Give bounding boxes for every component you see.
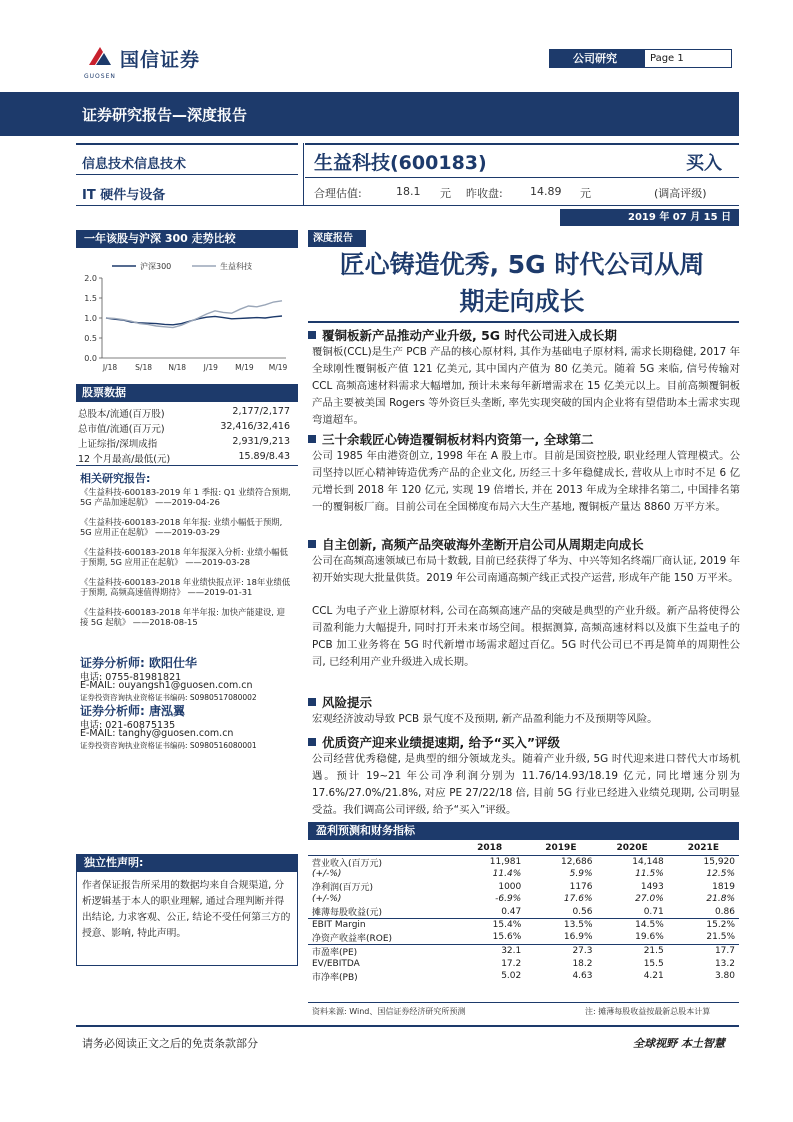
- analyst-name: 证券分析师: 唐泓翼: [80, 704, 185, 718]
- x-tick-label: M/19: [235, 363, 254, 372]
- section-title: 自主创新, 高频产品突破海外垄断开启公司从周期走向成长: [308, 535, 644, 553]
- section-title: 三十余载匠心铸造覆铜板材料内资第一, 全球第二: [308, 430, 594, 448]
- row-label: (+/-%): [312, 869, 342, 880]
- report-date: 2019 年 07 月 15 日: [628, 212, 732, 223]
- divider: [76, 205, 739, 206]
- table-row: [308, 893, 739, 905]
- headline-line: 匠心铸造优秀, 5G 时代公司从周: [339, 250, 705, 279]
- table-header-row: 2018 2019E 2020E 2021E: [308, 842, 739, 855]
- table-cell: 1493: [640, 881, 664, 892]
- table-cell: 17.6%: [563, 894, 593, 905]
- y-tick-label: 2.0: [84, 274, 97, 283]
- related-item[interactable]: 《生益科技-600183-2018 年半年报: 加快产能建设, 迎接 5G 起航》 ——2018-08-15: [80, 607, 285, 627]
- table-cell: 4.21: [643, 971, 664, 982]
- divider: [76, 174, 298, 175]
- table-cell: 1176: [569, 881, 593, 892]
- table-cell: 15.4%: [454, 919, 525, 931]
- table-cell: 15.2%: [668, 919, 739, 931]
- section-title: 优质资产迎来业绩提速期, 给予“买入”评级: [308, 733, 560, 751]
- table-cell: 15,920: [703, 857, 735, 867]
- bullet-icon: [308, 435, 316, 443]
- y-tick-label: 1.5: [84, 294, 97, 303]
- table-cell: -6.9%: [495, 894, 522, 905]
- company-title: 生益科技(600183): [314, 152, 487, 174]
- section-body: 覆铜板(CCL)是生产 PCB 产品的核心原材料, 其作为基础电子原材料, 需求长期稳健, 2017 年全球刚性覆铜板产值 121 亿美元, 其中国内产值为 80 亿美元。随着 5G 来临, 信号传输对 CCL 高频高速材料需求大幅增加, 预计未来每年新增需求在 15 亿美元以上。目前高频覆铜板产品主要被美国 Rogers 等外资巨头垄断, 率先实现突破的国内企业将有望借助本土需求实现弯道超车。: [312, 346, 740, 426]
- table-cell: 13.5%: [525, 919, 596, 931]
- analyst-email[interactable]: E-MAIL: ouyangsh1@guosen.com.cn: [80, 680, 253, 691]
- table-cell: 0.71: [643, 906, 664, 917]
- table-cell: 1819: [712, 881, 735, 892]
- analyst-cert: 证券投资咨询执业资格证书编码: S0980516080001: [80, 741, 257, 750]
- stock-row: 12 个月最高/最低(元) 15.89/8.43: [78, 451, 290, 465]
- table-cell: 21.5: [597, 944, 668, 958]
- table-cell: 1000: [498, 881, 522, 892]
- divider: [305, 177, 739, 178]
- row-label: 营业收入(百万元): [312, 858, 383, 869]
- legend-label: 生益科技: [220, 262, 252, 271]
- row-label: 摊薄每股收益(元): [312, 908, 383, 919]
- section-body: 公司 1985 年由港资创立, 1998 年在 A 股上市。目前是国资控股, 职业经理人管理模式。公司坚持以匠心精神铸造优秀产品的企业文化, 历经三十多年稳健成长, 营收从上市时不足 6 亿元增长到 2018 年 120 亿元, 实现 19 倍增长, 并在 2013 年成为全球排名第二, 中国排名第一的覆铜板厂商。目前公司在全国梯度布局六大生产基地, 覆铜板产量达 8860 万平方米。: [312, 450, 740, 513]
- table-cell: 17.2: [501, 958, 522, 969]
- valuation-label: 合理估值:: [314, 187, 362, 200]
- price-chart: [76, 252, 298, 380]
- table-cell: 15.5: [643, 958, 664, 969]
- table-row: [308, 869, 739, 881]
- y-tick-label: 0.5: [84, 334, 97, 343]
- table-cell: 0.56: [572, 906, 593, 917]
- footer-slogan: 全球视野 本土智慧: [633, 1037, 725, 1050]
- table-cell: 3.80: [714, 971, 735, 982]
- table-source: 资料来源: Wind、国信证券经济研究所预测: [312, 1007, 466, 1016]
- bullet-icon: [308, 540, 316, 548]
- footer-divider: [76, 1025, 739, 1027]
- table-row: [308, 880, 739, 893]
- row-label: 市盈率(PE): [308, 944, 454, 958]
- table-cell: 16.9%: [563, 932, 593, 943]
- table-row: [308, 905, 739, 919]
- section-body: 宏观经济波动导致 PCB 景气度不及预期, 新产品盈利能力不及预期等风险。: [312, 713, 658, 725]
- divider: [305, 143, 739, 145]
- table-row: [308, 919, 739, 931]
- headline: [308, 246, 736, 320]
- x-tick-label: N/18: [168, 363, 187, 372]
- row-label: 市净率(PB): [312, 972, 358, 983]
- footer-disclaimer: 请务必阅读正文之后的免责条款部分: [82, 1037, 258, 1050]
- disclaimer-text: 作者保证报告所采用的数据均来自合规渠道, 分析逻辑基于本人的职业理解, 通过合理判断并得出结论, 力求客观、公正, 结论不受任何第三方的授意、影响, 特此声明。: [82, 880, 291, 939]
- row-label: EBIT Margin: [308, 919, 454, 931]
- section-body: 公司经营优秀稳健, 是典型的细分领域龙头。随着产业升级, 5G 时代迎来进口替代大市场机遇。预计 19~21 年公司净利润分别为 11.76/14.93/18.19 亿元, 同比增速分别为 17.6%/27.0%/21.8%, 对应 PE 27/22/18 倍, 目前 5G 行业已经进入业绩兑现期, 公司明显受益。我们调高公司评级, 给予“买入”评级。: [312, 753, 740, 816]
- table-cell: 21.5%: [706, 932, 735, 943]
- financial-table: [308, 842, 739, 983]
- table-cell: 19.6%: [635, 932, 664, 943]
- stock-data-title: 股票数据: [82, 386, 126, 399]
- page-label: Page 1: [650, 53, 684, 64]
- disclaimer-title: 独立性声明:: [84, 856, 144, 869]
- table-cell: 0.47: [501, 906, 522, 917]
- y-tick-label: 1.0: [84, 314, 97, 323]
- logo-en: GUOSEN: [84, 73, 116, 80]
- related-item[interactable]: 《生益科技-600183-2018 年年报: 业绩小幅低于预期, 5G 应用正在起航》 ——2019-03-29: [80, 517, 283, 537]
- related-item[interactable]: 《生益科技-600183-2018 年年报深入分析: 业绩小幅低于预期, 5G 应用正在起航》 ——2019-03-28: [80, 547, 288, 567]
- legend-label: 沪深300: [140, 262, 172, 271]
- table-row: [308, 958, 739, 970]
- sector-secondary: IT 硬件与设备: [82, 188, 166, 203]
- headline-line: 期走向成长: [459, 287, 585, 316]
- table-cell: 17.7: [668, 944, 739, 958]
- table-cell: 11.5%: [635, 869, 664, 880]
- table-row: [308, 855, 739, 869]
- table-cell: 13.2: [714, 958, 735, 969]
- table-cell: 32.1: [454, 944, 525, 958]
- stock-row: 总股本/流通(百万股) 2,177/2,177: [78, 406, 290, 420]
- related-title: 相关研究报告:: [80, 472, 151, 485]
- bullet-icon: [308, 698, 316, 706]
- divider: [303, 143, 304, 205]
- stock-row: 总市值/流通(百万元) 32,416/32,416: [78, 421, 290, 435]
- logo-icon: [86, 43, 114, 71]
- report-type: 公司研究: [549, 49, 645, 68]
- table-cell: 4.63: [572, 971, 593, 982]
- x-tick-label: S/18: [135, 363, 153, 372]
- table-cell: 27.0%: [635, 894, 664, 905]
- table-cell: 12,686: [561, 857, 593, 867]
- close-value: 14.89: [530, 185, 562, 198]
- table-cell: 5.9%: [569, 869, 593, 880]
- table-cell: 18.2: [572, 958, 593, 969]
- analyst-name: 证券分析师: 欧阳仕华: [80, 656, 197, 670]
- close-label: 昨收盘:: [466, 187, 503, 200]
- valuation-unit: 元: [440, 187, 451, 200]
- analyst-cert: 证券投资咨询执业资格证书编码: S0980517080002: [80, 693, 257, 702]
- rating: 买入: [686, 153, 722, 174]
- row-label: (+/-%): [312, 894, 342, 905]
- row-label: 净资产收益率(ROE): [312, 933, 393, 944]
- bullet-icon: [308, 331, 316, 339]
- rating-note: (调高评级): [654, 187, 707, 200]
- divider: [308, 1002, 739, 1003]
- table-note: 注: 摊薄每股收益按最新总股本计算: [585, 1007, 711, 1016]
- analyst-phone: 电话: 021-60875135: [80, 720, 176, 731]
- bullet-icon: [308, 738, 316, 746]
- section-title: 覆铜板新产品推动产业升级, 5G 时代公司进入成长期: [308, 326, 617, 344]
- stock-row: 上证综指/深圳成指 2,931/9,213: [78, 436, 290, 450]
- table-cell: 5.02: [501, 971, 522, 982]
- y-tick-label: 0.0: [84, 354, 97, 363]
- divider: [76, 465, 298, 466]
- related-item[interactable]: 《生益科技-600183-2019 年 1 季报: Q1 业绩符合预期, 5G 产品加速起航》 ——2019-04-26: [80, 487, 291, 507]
- banner-title: 证券研究报告—深度报告: [82, 106, 248, 124]
- table-cell: 14,148: [632, 857, 664, 867]
- divider: [308, 321, 739, 323]
- close-unit: 元: [580, 187, 591, 200]
- table-cell: 21.8%: [706, 894, 735, 905]
- row-label: EV/EBITDA: [312, 958, 360, 969]
- related-item[interactable]: 《生益科技-600183-2018 年业绩快报点评: 18年业绩低于预期, 高频高速值得期待》 ——2019-01-31: [80, 577, 291, 597]
- x-tick-label: J/18: [102, 363, 118, 372]
- table-cell: 11,981: [489, 857, 522, 867]
- table-cell: 12.5%: [706, 869, 735, 880]
- logo-text: 国信证券: [120, 49, 201, 71]
- section-title: 风险提示: [308, 693, 372, 711]
- x-tick-label: J/19: [203, 363, 218, 372]
- table-cell: 27.3: [525, 944, 596, 958]
- x-tick-label: M/19: [268, 363, 288, 372]
- analyst-phone: 电话: 0755-81981821: [80, 672, 182, 683]
- table-row: [308, 944, 739, 958]
- sector-primary: 信息技术信息技术: [82, 157, 187, 172]
- analyst-email[interactable]: E-MAIL: tanghy@guosen.com.cn: [80, 728, 234, 739]
- series-line-stock: [106, 301, 282, 328]
- valuation-value: 18.1: [396, 185, 421, 198]
- table-row: [308, 931, 739, 945]
- section-body: CCL 为电子产业上游原材料, 公司在高频高速产品的突破是典型的产业升级。新产品将使得公司盈利能力大幅提升, 同时打开未来市场空间。根据测算, 高频高速材料以及旗下生益电子的 PCB 加工业务将在 5G 时代新增市场需求超过百亿。5G 时代公司已不再是简单的周期性公司, 已经利用产业升级进入成长期。: [312, 605, 740, 668]
- section-body: 公司在高频高速领域已布局十数载, 目前已经获得了华为、中兴等知名终端厂商认证, 2019 年初开始实现大批量供货。2019 年公司南通高频产线正式投产运营, 形成年产能 150 万平米。: [312, 555, 740, 584]
- report-tag-label: 深度报告: [313, 233, 353, 244]
- row-label: 净利润(百万元): [312, 883, 374, 894]
- table-cell: 11.4%: [492, 869, 522, 880]
- table-title: 盈利预测和财务指标: [316, 824, 415, 837]
- table-cell: 15.6%: [492, 932, 522, 943]
- chart-title: 一年该股与沪深 300 走势比较: [84, 232, 236, 245]
- table-cell: 14.5%: [597, 919, 668, 931]
- table-cell: 0.86: [714, 906, 735, 917]
- table-row: [308, 970, 739, 983]
